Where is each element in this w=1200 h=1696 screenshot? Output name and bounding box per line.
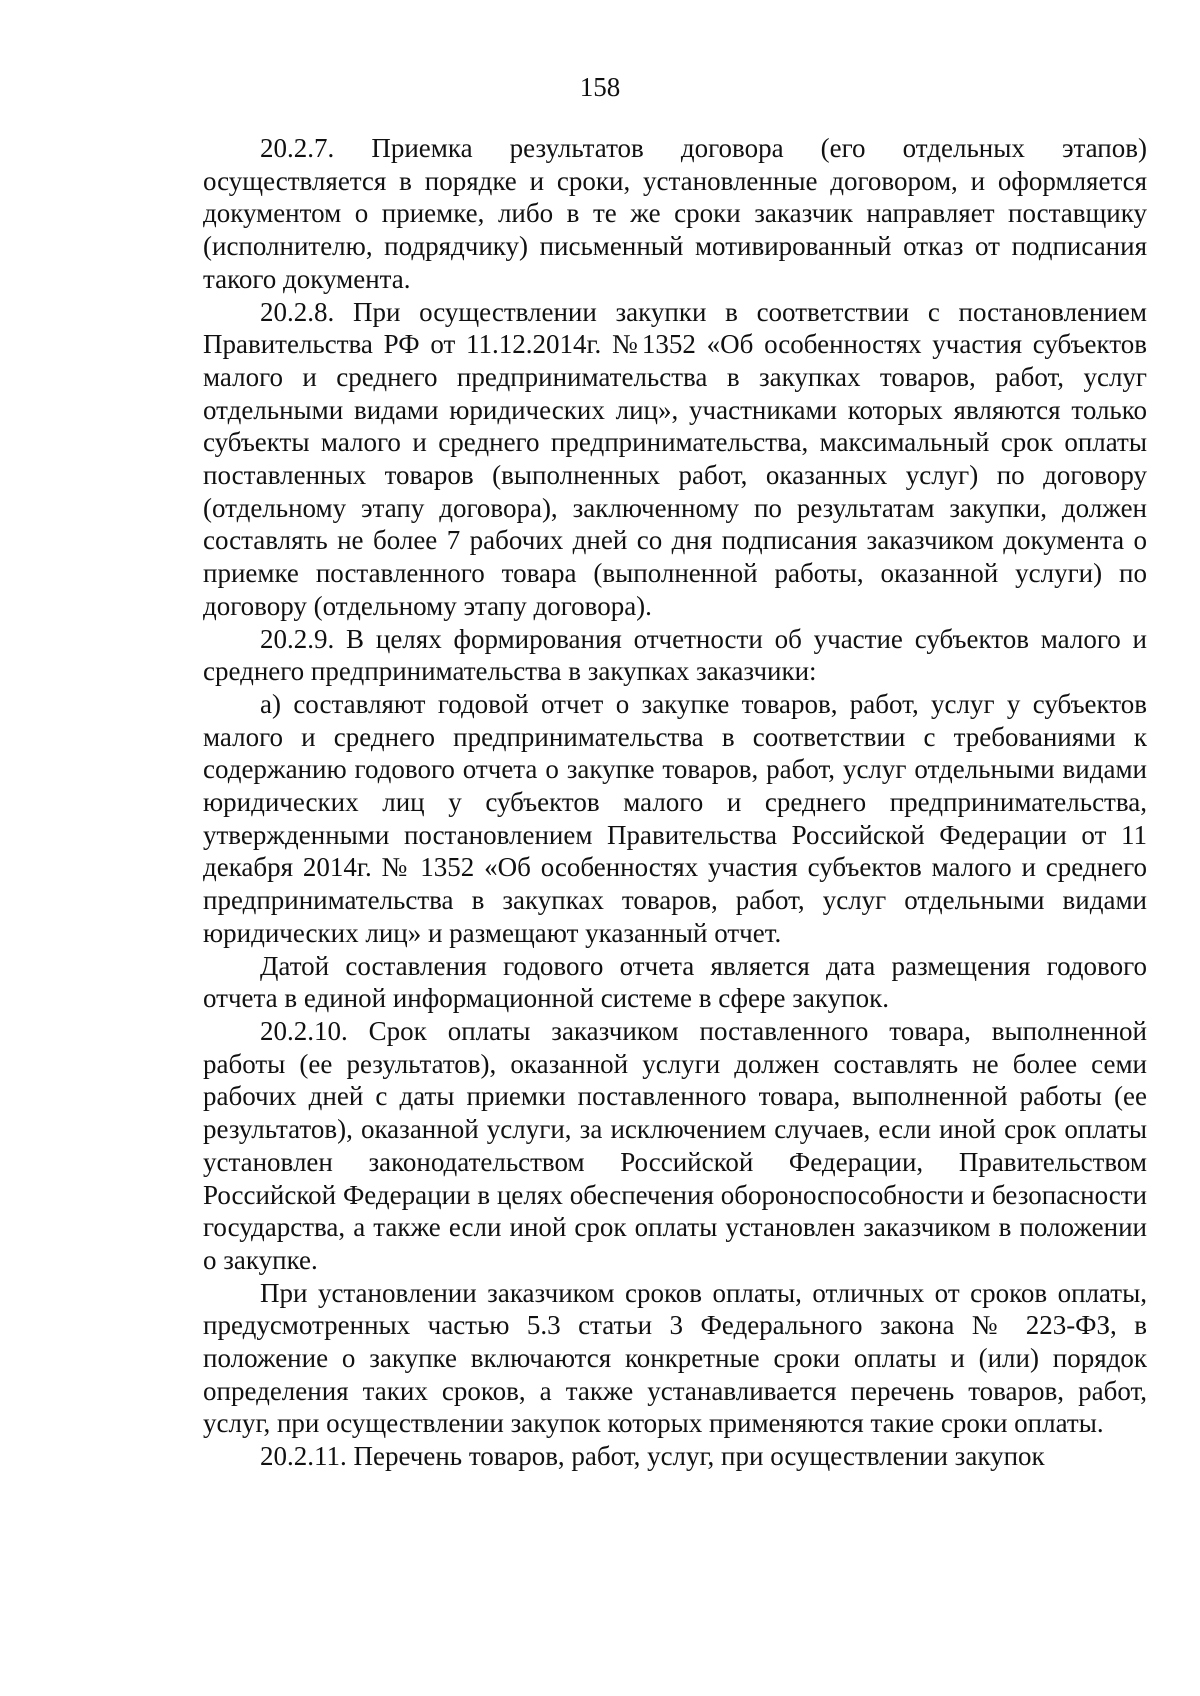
paragraph-20-2-7: 20.2.7. Приемка результатов договора (его отдельных этапов) осуществляется в порядке и сроки, установленные договором, и оформляется документом о приемке, либо в те же сроки заказчик направляет поставщику (исполнителю, подрядчику) письменный мотивированный отказ от подписания такого документа. [203, 133, 1147, 294]
paragraph-report-date: Датой составления годового отчета является дата размещения годового отчета в единой информационной системе в сфере закупок. [203, 950, 1147, 1014]
paragraph-20-2-11: 20.2.11. Перечень товаров, работ, услуг, при осуществлении закупок [260, 1441, 1045, 1472]
paragraph-20-2-8: 20.2.8. При осуществлении закупки в соответствии с постановлением Правительства РФ от 11.12.2014г. №1352 «Об особенностях участия субъектов малого и среднего предпринимательства в закупках товаров, работ, услуг отдельными видами юридических лиц», участниками которых являются только субъекты малого и среднего предпринимательства, максимальный срок оплаты поставленных товаров (выполненных работ, оказанных услуг) по договору (отдельному этапу договора), заключенному по результатам закупки, должен составлять не более 7 рабочих дней со дня подписания заказчиком документа о приемке поставленного товара (выполненной работы, оказанной услуги) по договору (отдельному этапу договора). [203, 296, 1147, 621]
document-body [203, 132, 1147, 1473]
paragraph-20-2-10: 20.2.10. Срок оплаты заказчиком поставленного товара, выполненной работы (ее результатов), оказанной услуги должен составлять не более семи рабочих дней с даты приемки поставленного товара, выполненной работы (ее результатов), оказанной услуги, за исключением случаев, если иной срок оплаты установлен законодательством Российской Федерации, Правительством Российской Федерации в целях обеспечения обороноспособности и безопасности государства, а также если иной срок оплаты установлен заказчиком в положении о закупке. [203, 1015, 1147, 1275]
paragraph-20-2-9: 20.2.9. В целях формирования отчетности об участие субъектов малого и среднего предпринимательства в закупках заказчики: [203, 623, 1147, 687]
page-number: 158 [579, 72, 621, 102]
paragraph-payment-terms: При установлении заказчиком сроков оплаты, отличных от сроков оплаты, предусмотренных частью 5.3 статьи 3 Федерального закона № 223-ФЗ, в положение о закупке включаются конкретные сроки оплаты и (или) порядок определения таких сроков, а также устанавливается перечень товаров, работ, услуг, при осуществлении закупок которых применяются такие сроки оплаты. [203, 1277, 1147, 1439]
paragraph-20-2-9-a: а) составляют годовой отчет о закупке товаров, работ, услуг у субъектов малого и среднего предпринимательства в соответствии с требованиями к содержанию годового отчета о закупке товаров, работ, услуг отдельными видами юридических лиц у субъектов малого и среднего предпринимательства, утвержденными постановлением Правительства Российской Федерации от 11 декабря 2014г. № 1352 «Об особенностях участия субъектов малого и среднего предпринимательства в закупках товаров, работ, услуг отдельными видами юридических лиц» и размещают указанный отчет. [203, 688, 1147, 948]
